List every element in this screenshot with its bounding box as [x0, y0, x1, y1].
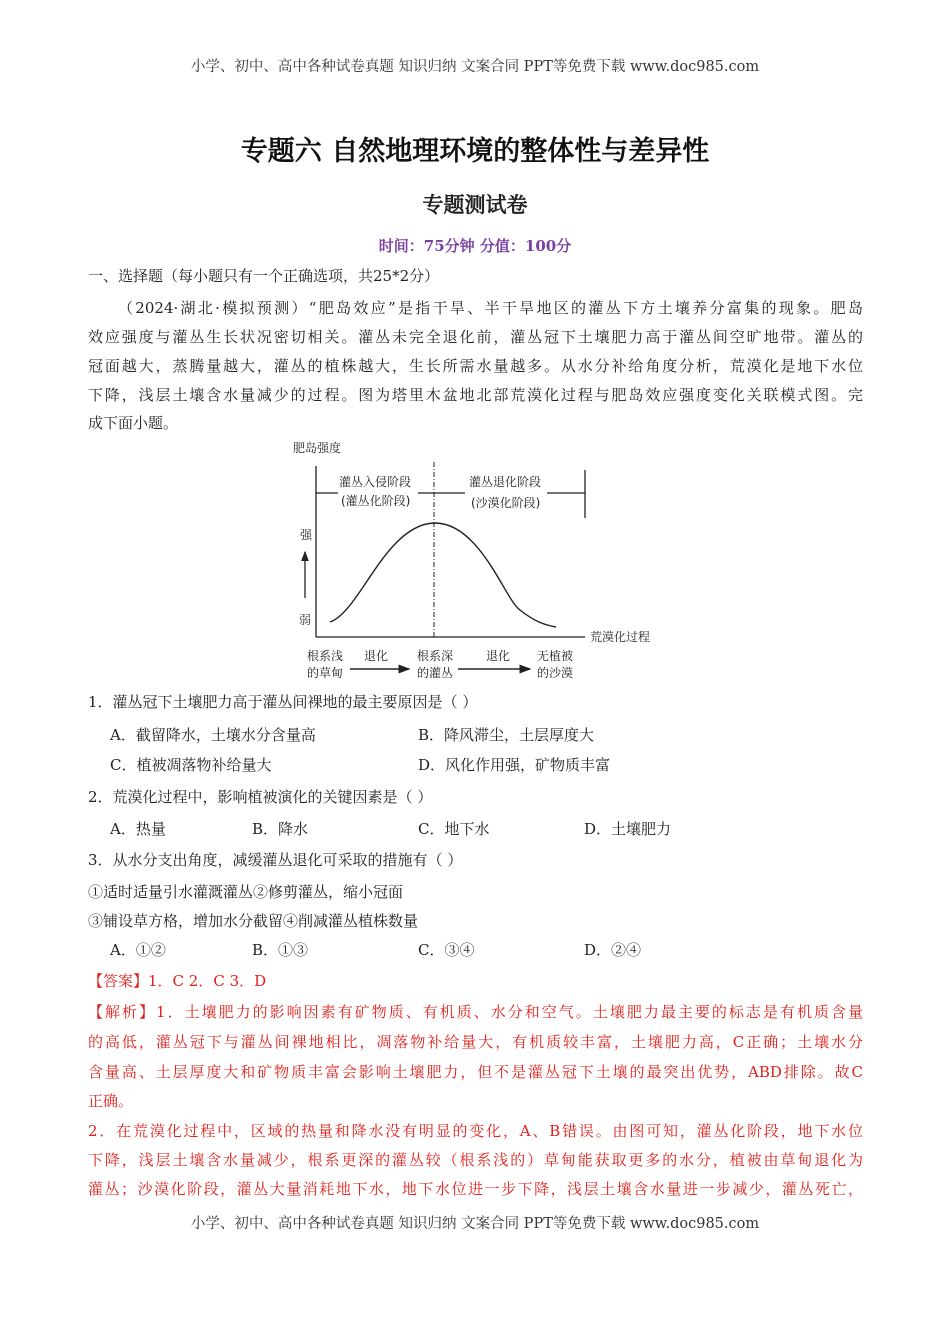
degrade-label-1: 退化: [364, 649, 389, 663]
strong-label: 强: [300, 528, 313, 542]
weak-label: 弱: [299, 613, 312, 627]
question-2-stem: 2．荒漠化过程中，影响植被演化的关键因素是（ ）: [88, 788, 433, 806]
q3-item-line: ①适时适量引水灌溉灌丛②修剪灌丛，缩小冠面: [88, 883, 404, 901]
desert-label-2: 的沙漠: [537, 666, 574, 680]
analysis-line: 的高低，灌丛冠下与灌丛间裸地相比，凋落物补给量大，有机质较丰富，土壤肥力高，C正确；土壤水分: [88, 1033, 863, 1051]
stage2-sub: (沙漠化阶段): [471, 496, 541, 510]
x-axis-label: 荒漠化过程: [590, 630, 651, 644]
passage-line: （2024·湖北·模拟预测）“肥岛效应”是指干旱、半干旱地区的灌丛下方土壤养分富集的现象。肥岛: [118, 299, 863, 317]
y-axis-label: 肥岛强度: [293, 441, 342, 455]
time-score: 时间：75分钟 分值：100分: [378, 237, 572, 255]
meadow-label: 根系浅: [307, 649, 344, 663]
q3-option-a: A．①②: [110, 941, 166, 959]
q1-option-d: D．风化作用强，矿物质丰富: [418, 756, 611, 774]
stage1-sub: (灌丛化阶段): [341, 494, 411, 508]
degrade-label-2: 退化: [486, 649, 511, 663]
shrub-label: 根系深: [417, 649, 454, 663]
shrub-label-2: 的灌丛: [417, 666, 454, 680]
analysis-line: 【解析】1．土壤肥力的影响因素有矿物质、有机质、水分和空气。土壤肥力最主要的标志是有机质含量: [88, 1003, 863, 1021]
q1-option-b: B．降风滞尘，土层厚度大: [418, 726, 595, 744]
header-banner: 小学、初中、高中各种试卷真题 知识归纳 文案合同 PPT等免费下载 www.doc985.com: [190, 59, 760, 75]
q1-option-c: C．植被凋落物补给量大: [110, 756, 272, 774]
q1-option-a: A．截留降水，土壤水分含量高: [110, 726, 316, 744]
q3-option-b: B．①③: [252, 941, 309, 959]
q3-option-d: D．②④: [584, 941, 642, 959]
q3-item-line: ③铺设草方格，增加水分截留④削减灌丛植株数量: [88, 912, 419, 930]
analysis-line: 含量高、土层厚度大和矿物质丰富会影响土壤肥力，但不是灌丛冠下土壤的最突出优势，ABD排除。故C: [88, 1063, 863, 1081]
desertification-diagram: [280, 435, 670, 685]
passage-line: 下降，浅层土壤含水量减少的过程。图为塔里木盆地北部荒漠化过程与肥岛效应强度变化关联模式图。完: [88, 386, 863, 404]
analysis-line: 2．在荒漠化过程中，区域的热量和降水没有明显的变化，A、B错误。由图可知，灌丛化阶段，地下水位: [88, 1122, 863, 1140]
fertile-island-curve: [330, 523, 556, 627]
q2-option-c: C．地下水: [418, 820, 490, 838]
question-1-stem: 1．灌丛冠下土壤肥力高于灌丛间裸地的最主要原因是（ ）: [88, 693, 478, 711]
q2-option-b: B．降水: [252, 820, 309, 838]
document-subtitle: 专题测试卷: [422, 193, 528, 217]
section-heading: 一、选择题（每小题只有一个正确选项，共25*2分）: [88, 267, 440, 285]
question-3-stem: 3．从水分支出角度，减缓灌丛退化可采取的措施有（ ）: [88, 851, 463, 869]
stage2-label: 灌丛退化阶段: [469, 475, 542, 489]
footer-banner: 小学、初中、高中各种试卷真题 知识归纳 文案合同 PPT等免费下载 www.doc985.com: [190, 1216, 760, 1232]
desert-label: 无植被: [537, 649, 574, 663]
meadow-label-2: 的草甸: [307, 666, 344, 680]
answer-key: 【答案】1．C 2．C 3．D: [88, 972, 267, 990]
analysis-line: 下降，浅层土壤含水量减少，根系更深的灌丛较（根系浅的）草甸能获取更多的水分，植被由草甸退化为: [88, 1151, 863, 1169]
analysis-line: 灌丛；沙漠化阶段，灌丛大量消耗地下水，地下水位进一步下降，浅层土壤含水量进一步减少，灌丛死亡，: [88, 1180, 863, 1198]
q2-option-a: A．热量: [110, 820, 166, 838]
analysis-line: 正确。: [88, 1092, 134, 1110]
passage-line: 效应强度与灌丛生长状况密切相关。灌丛未完全退化前，灌丛冠下土壤肥力高于灌丛间空旷地带。灌丛的: [88, 328, 863, 346]
q2-option-d: D．土壤肥力: [584, 820, 672, 838]
document-title: 专题六 自然地理环境的整体性与差异性: [240, 136, 710, 167]
passage-line: 成下面小题。: [88, 414, 179, 432]
passage-line: 冠面越大，蒸腾量越大，灌丛的植株越大，生长所需水量越多。从水分补给角度分析，荒漠化是地下水位: [88, 357, 863, 375]
stage1-label: 灌丛入侵阶段: [339, 475, 412, 489]
q3-option-c: C．③④: [418, 941, 475, 959]
